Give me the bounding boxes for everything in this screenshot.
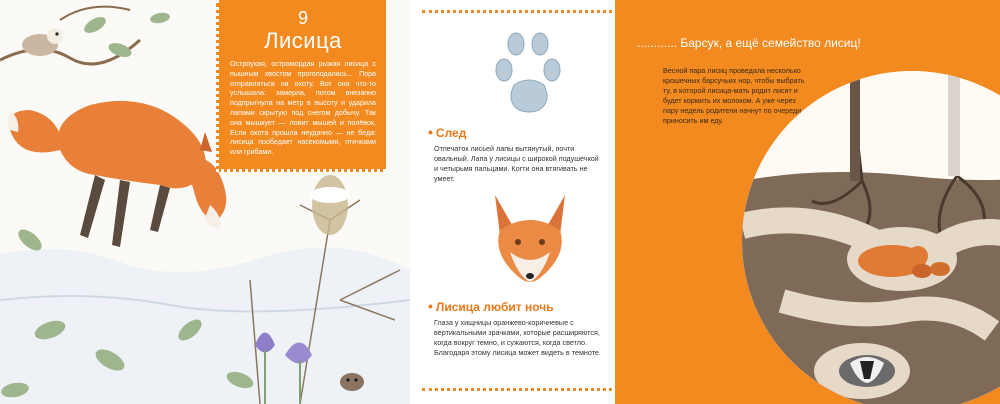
night-text: Глаза у хищницы оранжево-коричневые с вертикальными зрачками, которые расширяются, когда вокруг темно, и сужаются, когда светло. Благодаря этому лисица может видеть в темноте.	[434, 318, 601, 357]
track-heading: • След	[428, 124, 467, 140]
middle-page	[410, 0, 615, 404]
right-heading: ............ Барсук, а ещё семейство лисиц!	[637, 36, 861, 50]
chapter-number: 9	[297, 8, 308, 28]
chapter-body: Остроухая, остромордая рыжая лисица с пышным хвостом проголодалась... Пора отправляться на охоту. Вот она что-то услышала: замерла, потом внезапно подпрыгнула на метр в высоту и ударила лапами скрытую под снегом добычу. Так она мышкует — ловит мышей и полёвок. Если охота прошла неудачно — не беда: лисица пообедает насекомыми, птичками или грибами.	[230, 60, 376, 157]
left-page	[0, 0, 410, 404]
chapter-box	[216, 0, 386, 172]
dotted-border-top	[422, 10, 612, 14]
fox-head-illustration	[480, 190, 580, 290]
right-page	[615, 0, 1000, 404]
right-text: Весной пара лисиц проведала несколько крошечных барсучьих нор, чтобы выбрать ту, в которой лисица-мать родит лисят и будет кормить их молоком. А уже через пару недель родители начнут по очереди приносить им еду.	[663, 66, 805, 125]
night-heading: • Лисица любит ночь	[428, 298, 554, 314]
track-text: Отпечаток лисьей лапы вытянутый, почти овальный. Лапа у лисицы с широкой подушечкой и четырьмя пальцами. Когти она втягивать не умеет.	[434, 144, 599, 183]
chapter-title: Лисица	[264, 28, 342, 53]
dotted-border-bottom	[422, 388, 612, 392]
paw-print-illustration	[494, 30, 564, 120]
